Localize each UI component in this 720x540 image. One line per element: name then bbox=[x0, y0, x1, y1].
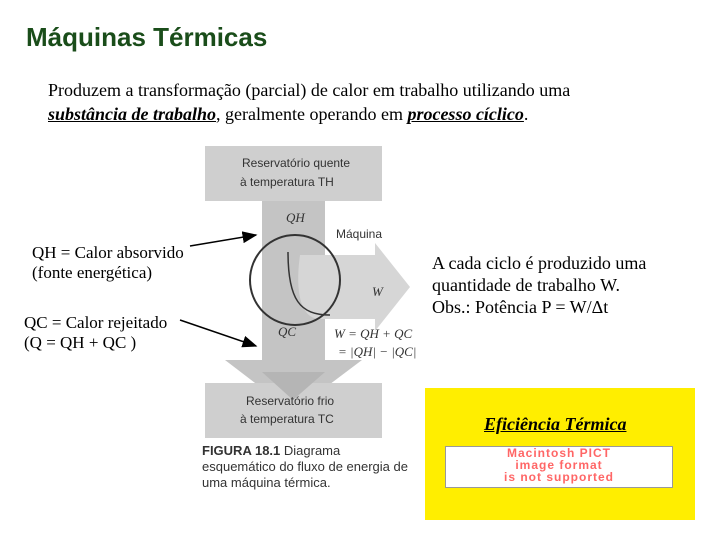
unsupported-image-placeholder bbox=[445, 446, 673, 488]
hot-reservoir bbox=[205, 146, 382, 201]
intro-mid: , geralmente operando em bbox=[216, 104, 408, 124]
pict-line3: is not supported bbox=[504, 470, 614, 484]
machine-label: Máquina bbox=[336, 227, 383, 241]
qh-label: QH bbox=[286, 210, 305, 225]
work-equation-2: = |QH| − |QC| bbox=[338, 344, 417, 359]
hot-line1: Reservatório quente bbox=[242, 156, 351, 170]
cold-line2: à temperatura TC bbox=[240, 412, 334, 426]
work-note-line1: A cada ciclo é produzido uma bbox=[432, 253, 647, 273]
qh-note-line1: QH = Calor absorvido bbox=[32, 243, 184, 262]
work-note-line2: quantidade de trabalho W. bbox=[432, 275, 620, 295]
pict-line2: image format bbox=[515, 458, 603, 472]
qc-label: QC bbox=[278, 324, 297, 339]
work-equation-1: W = QH + QC bbox=[334, 326, 413, 341]
qh-pointer-arrow bbox=[190, 235, 256, 246]
hot-line2: à temperatura TH bbox=[240, 175, 334, 189]
caption-text: Diagrama esquemático do fluxo de energia de uma máquina térmica. bbox=[202, 443, 408, 490]
intro-end: . bbox=[523, 104, 529, 124]
intro-emphasis-cycle: processo cíclico bbox=[407, 104, 524, 124]
w-label: W bbox=[372, 284, 383, 299]
page-title: Máquinas Térmicas bbox=[26, 22, 268, 52]
intro-line1: Produzem a transformação (parcial) de calor em trabalho utilizando uma bbox=[48, 80, 571, 100]
cold-line1: Reservatório frio bbox=[246, 394, 335, 408]
qc-note-line2: (Q = QH + QC ) bbox=[24, 333, 137, 352]
pict-line1: Macintosh PICT bbox=[506, 446, 611, 460]
intro-emphasis-substance: substância de trabalho bbox=[48, 104, 217, 124]
work-note bbox=[432, 252, 712, 318]
work-arrow bbox=[298, 243, 410, 331]
figure-caption bbox=[202, 443, 417, 491]
work-note-line3: Obs.: Potência P = W/Δt bbox=[432, 297, 609, 317]
caption-figure-number: FIGURA 18.1 bbox=[202, 443, 281, 458]
qc-pointer-arrow bbox=[180, 320, 256, 346]
qc-note-line1: QC = Calor rejeitado bbox=[24, 313, 168, 332]
efficiency-label: Eficiência Térmica bbox=[484, 414, 627, 434]
qh-note-line2: (fonte energética) bbox=[32, 263, 153, 282]
